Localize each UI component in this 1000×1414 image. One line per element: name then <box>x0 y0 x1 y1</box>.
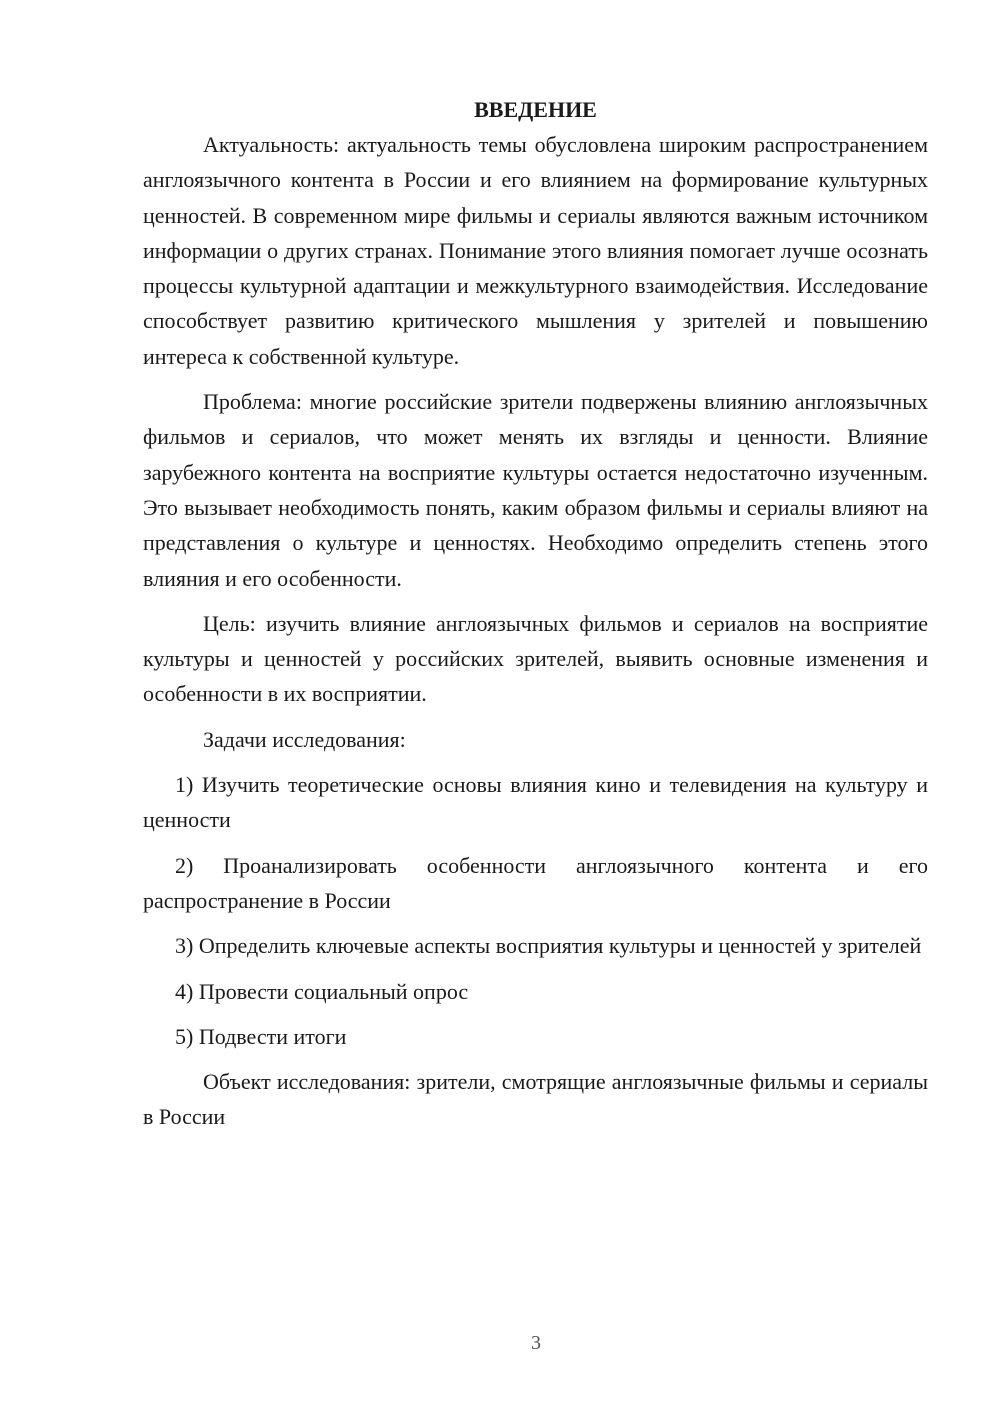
page-number: 3 <box>531 1332 541 1354</box>
task-item: 4) Провести социальный опрос <box>175 978 469 1004</box>
task-item: 3) Определить ключевые аспекты восприятия культуры и ценностей у зрителей <box>175 933 922 959</box>
task-item: 1) Изучить теоретические основы влияния кино и телевидения на культуру и ценности <box>143 772 928 833</box>
object-paragraph: Объект исследования: зрители, смотрящие англоязычные фильмы и сериалы в России <box>143 1069 928 1130</box>
task-item: 5) Подвести итоги <box>175 1023 347 1049</box>
page-title: ВВЕДЕНИЕ <box>474 97 597 122</box>
goal-paragraph: Цель: изучить влияние англоязычных фильмов и сериалов на восприятие культуры и ценностей у российских зрителей, выявить основные изменения и особенности в их восприятии. <box>143 610 928 707</box>
relevance-paragraph: Актуальность: актуальность темы обусловлена широким распространением англоязычного контента в России и его влиянием на формирование культурных ценностей. В современном мире фильмы и сериалы являются важным источником информации о других странах. Понимание этого влияния помогает лучше осознать процессы культурной адаптации и межкультурного взаимодействия. Исследование способствует развитию критического мышления у зрителей и повышению интереса к собственной культуре. <box>143 132 928 369</box>
task-item: 2) Проанализировать особенности англоязычного контента и его распространение в России <box>143 852 928 913</box>
problem-paragraph: Проблема: многие российские зрители подвержены влиянию англоязычных фильмов и сериалов, что может менять их взгляды и ценности. Влияние зарубежного контента на восприятие культуры остается недостаточно изученным. Это вызывает необходимость понять, каким образом фильмы и сериалы влияют на представления о культуре и ценностях. Необходимо определить степень этого влияния и его особенности. <box>143 389 928 591</box>
tasks-heading: Задачи исследования: <box>203 726 406 752</box>
document-page <box>143 92 928 1145</box>
